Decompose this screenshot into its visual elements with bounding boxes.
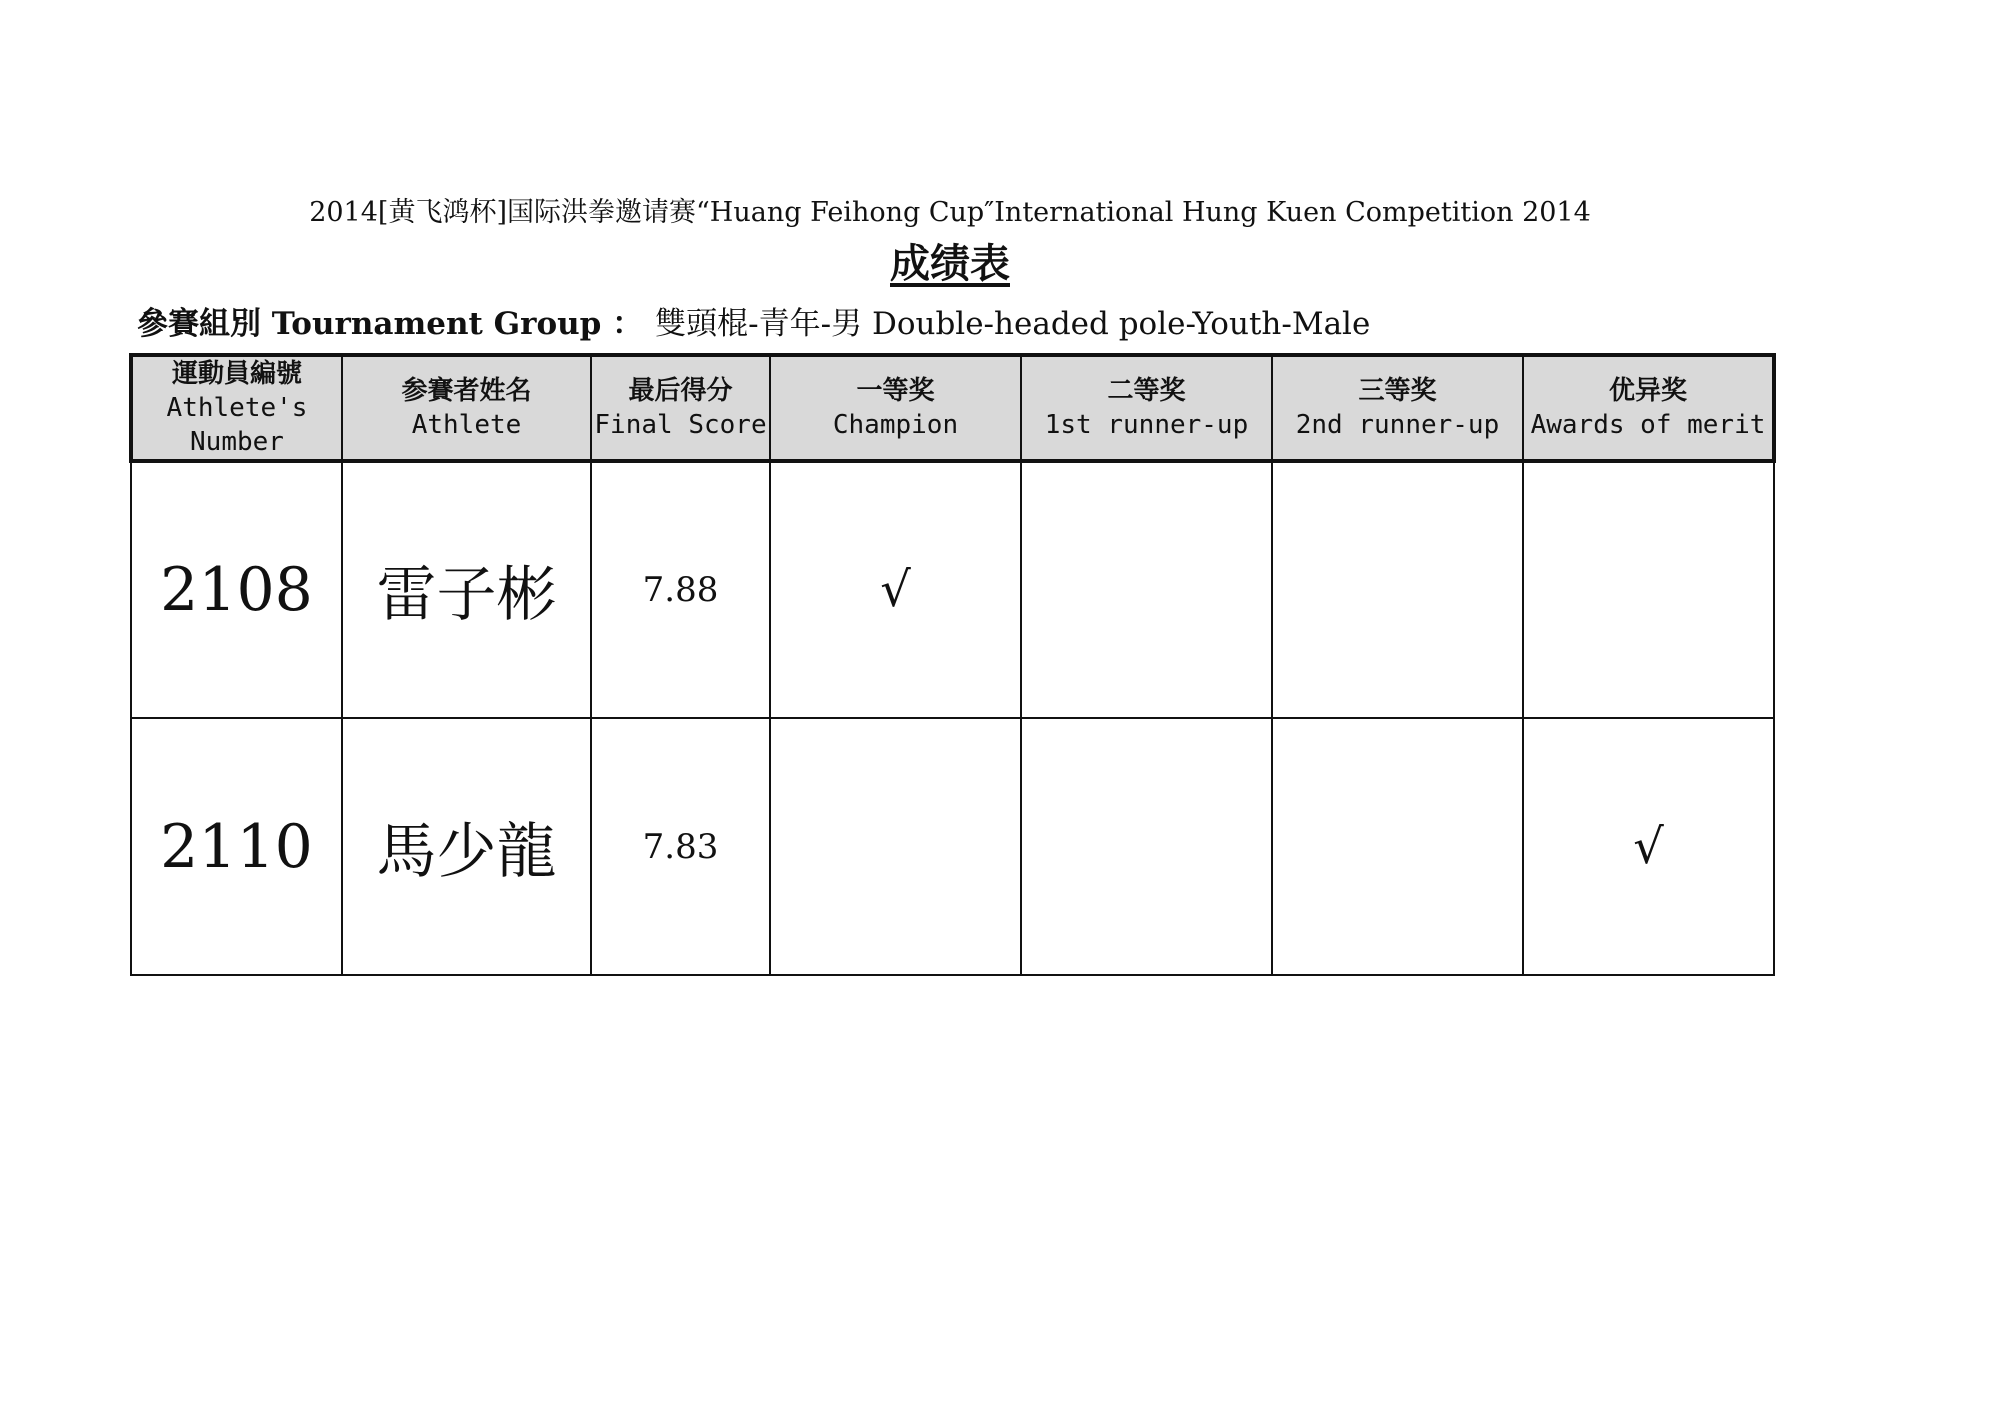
- column-header-first-runner-up: [1021, 355, 1272, 461]
- column-header-en: 1st runner-up: [1044, 410, 1249, 440]
- column-header-en: Athlete: [411, 410, 522, 440]
- sheet-title: 成绩表: [890, 241, 1010, 287]
- merit-cell: [1523, 461, 1774, 718]
- results-table: [129, 353, 1776, 976]
- column-header-score: [591, 355, 770, 461]
- athlete-name-cell: 馬少龍: [342, 718, 591, 975]
- champion-cell: [770, 461, 1021, 718]
- final-score-cell: 7.88: [591, 461, 770, 718]
- athlete-number-cell: 2108: [131, 461, 342, 718]
- column-header-zh: 一等奖: [856, 376, 935, 406]
- column-header-en: Final Score: [594, 410, 767, 440]
- column-header-en: Athlete's Number: [166, 393, 308, 457]
- column-header-zh: 二等奖: [1107, 376, 1186, 406]
- check-mark-icon: √: [1633, 818, 1664, 875]
- final-score-cell: 7.83: [591, 718, 770, 975]
- table-header: [131, 355, 1774, 461]
- athlete-number-cell: 2110: [131, 718, 342, 975]
- champion-cell: [770, 718, 1021, 975]
- column-header-second-runner-up: [1272, 355, 1523, 461]
- column-header-champion: [770, 355, 1021, 461]
- column-header-number: [131, 355, 342, 461]
- column-header-zh: 优异奖: [1608, 376, 1687, 406]
- merit-cell: [1523, 718, 1774, 975]
- column-header-zh: 最后得分: [628, 376, 733, 406]
- tournament-group: [137, 298, 1370, 343]
- column-header-athlete: [342, 355, 591, 461]
- column-header-en: Awards of merit: [1530, 410, 1766, 440]
- column-header-merit: [1523, 355, 1774, 461]
- column-header-zh: 参賽者姓名: [401, 376, 532, 406]
- second-runner-up-cell: [1272, 461, 1523, 718]
- athlete-name-cell: 雷子彬: [342, 461, 591, 718]
- column-header-zh: 三等奖: [1358, 376, 1437, 406]
- first-runner-up-cell: [1021, 461, 1272, 718]
- event-title: 2014[黄飞鸿杯]国际洪拳邀请赛“Huang Feihong Cup″International Hung Kuen Competition 2014: [309, 197, 1591, 228]
- check-mark-icon: √: [880, 562, 911, 618]
- column-header-en: Champion: [832, 410, 959, 440]
- column-header-en: 2nd runner-up: [1295, 410, 1500, 440]
- header-row: [131, 355, 1774, 461]
- first-runner-up-cell: [1021, 718, 1272, 975]
- tournament-group-value: 雙頭棍-青年-男 Double-headed pole-Youth-Male: [655, 306, 1371, 342]
- second-runner-up-cell: [1272, 718, 1523, 975]
- table-row: [131, 461, 1774, 718]
- table-row: [131, 718, 1774, 975]
- tournament-group-label: 參賽組別 Tournament Group ：: [137, 306, 644, 342]
- column-header-zh: 運動員編號: [171, 359, 302, 389]
